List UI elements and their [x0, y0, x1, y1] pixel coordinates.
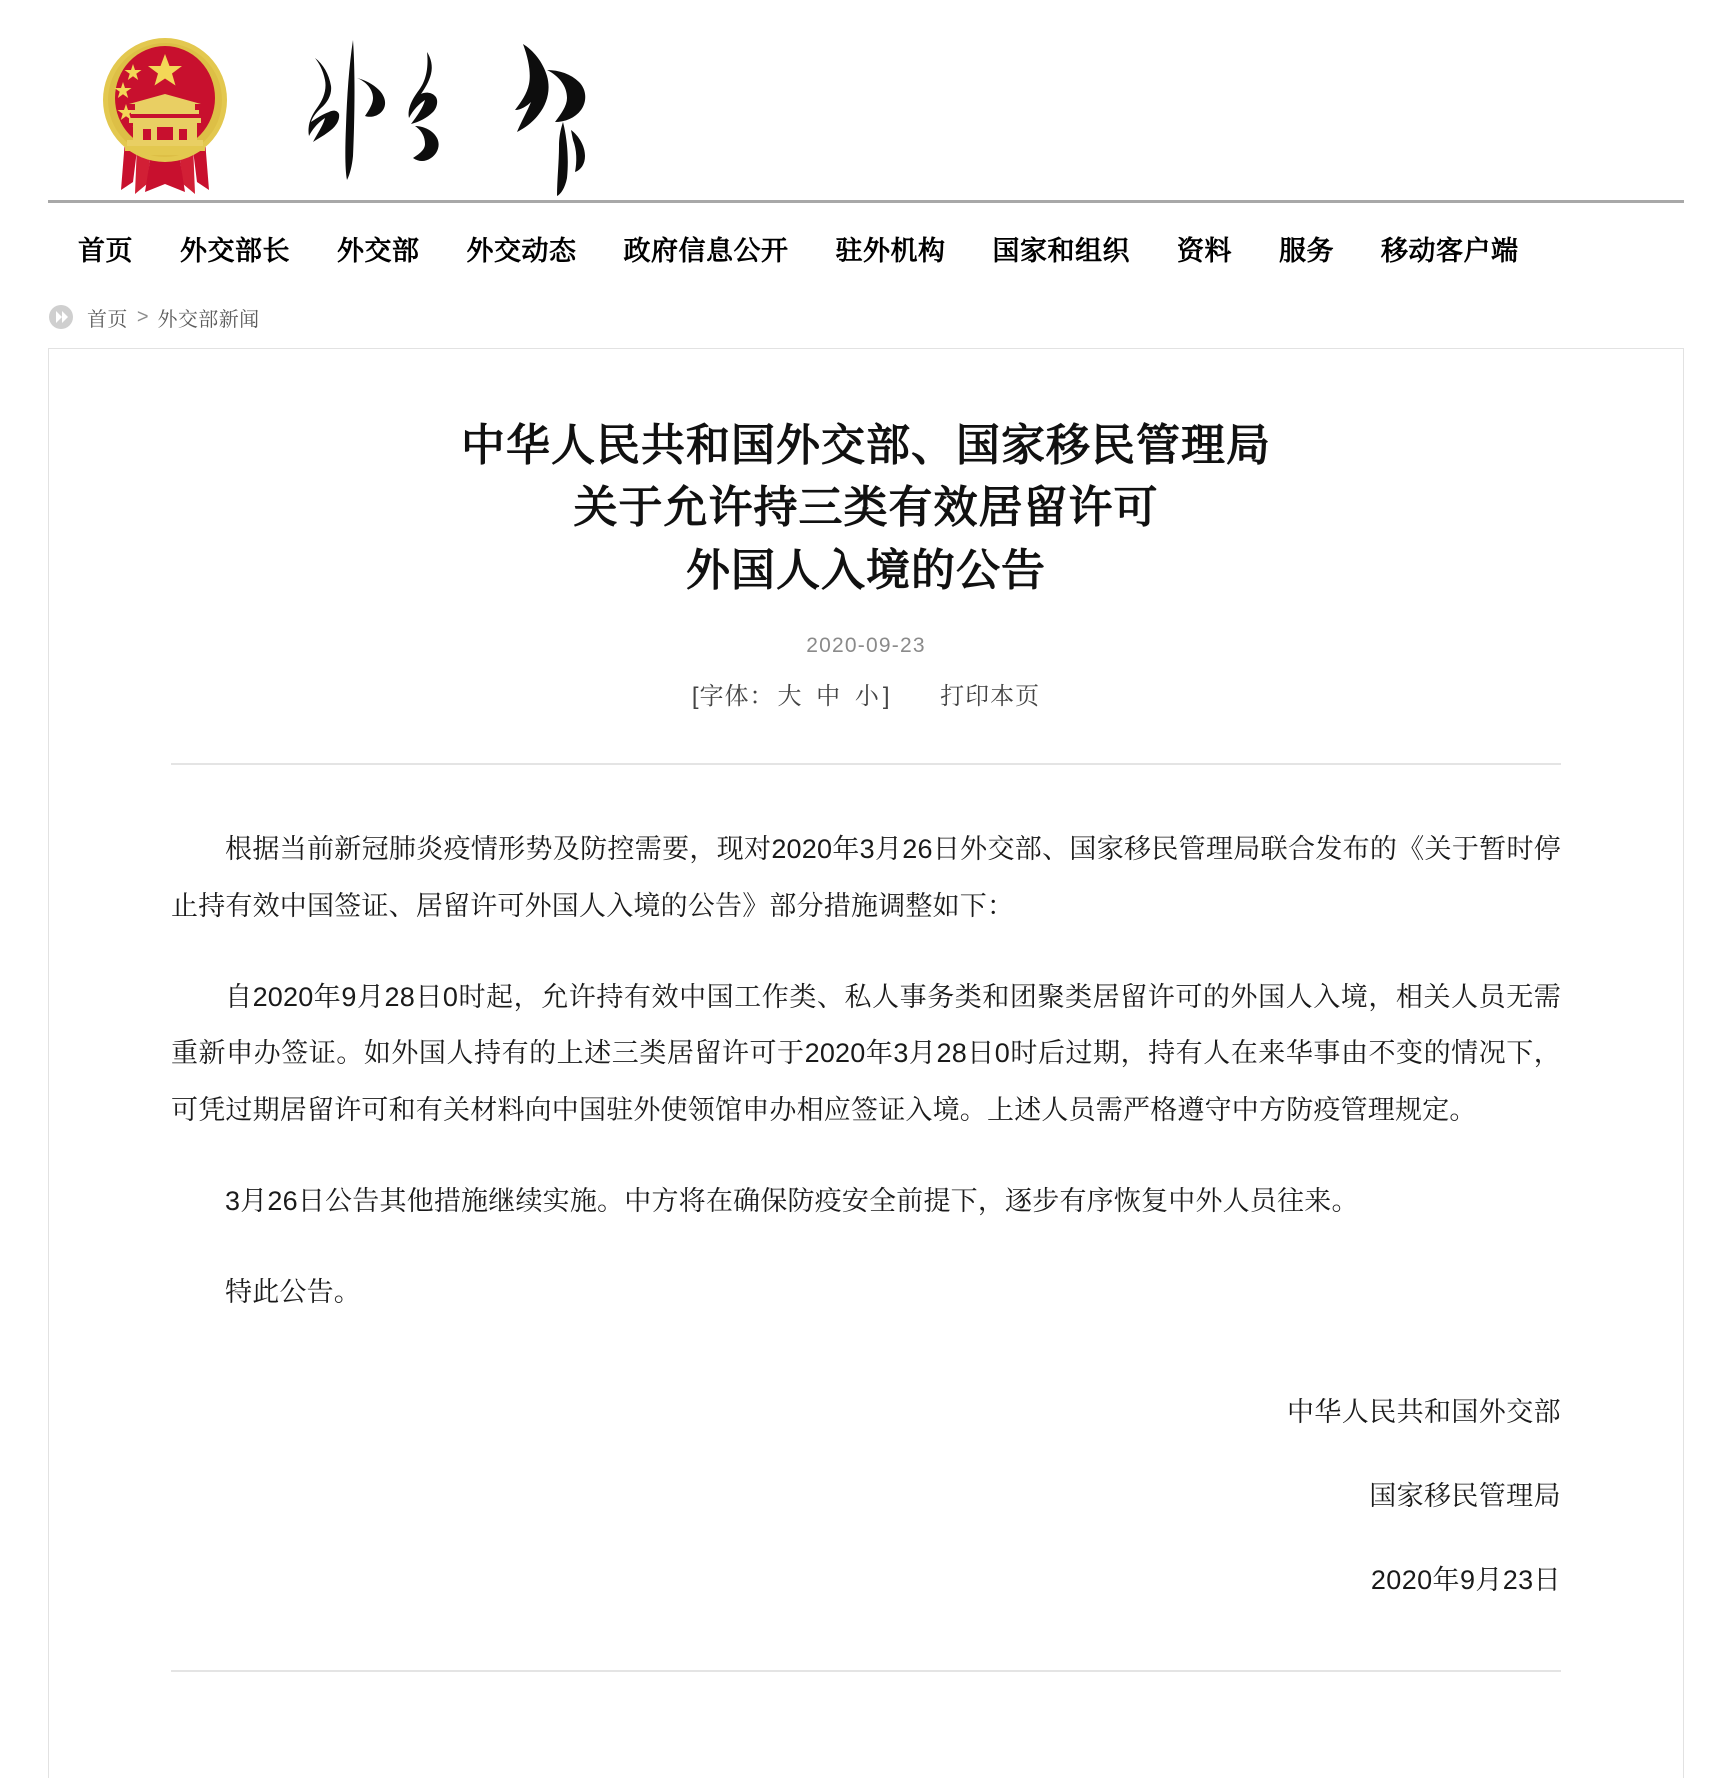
font-control-suffix: ]: [882, 683, 891, 711]
nav-item-missions[interactable]: 驻外机构: [835, 236, 946, 266]
article-paragraph: 自2020年9月28日0时起，允许持有效中国工作类、私人事务类和团聚类居留许可的外国人入境，相关人员无需重新申办签证。如外国人持有的上述三类居留许可于2020年3月28日0时后过期，持有人在来华事由不变的情况下，可凭过期居留许可和有关材料向中国驻外使领馆申办相应签证入境。上述人员需严格遵守中方防疫管理规定。: [171, 981, 1561, 1126]
body-footer-divider: [171, 1670, 1561, 1672]
page-title: [306, 415, 1426, 602]
signature-immigration: 国家移民管理局: [1369, 1481, 1561, 1512]
signature-date: 2020年9月23日: [1370, 1564, 1561, 1595]
nav-item-ministry[interactable]: 外交部: [337, 236, 420, 266]
print-page-link[interactable]: 打印本页: [940, 683, 1041, 711]
font-control-prefix: [字体：: [691, 683, 775, 711]
breadcrumb-current[interactable]: 外交部新闻: [157, 308, 260, 331]
article-card: [48, 348, 1684, 1778]
signature-ministry: 中华人民共和国外交部: [1287, 1397, 1561, 1428]
nav-item-services[interactable]: 服务: [1279, 236, 1334, 266]
breadcrumb-separator: >: [136, 305, 149, 328]
title-line-1: 中华人民共和国外交部、国家移民管理局: [461, 421, 1271, 470]
title-line-3: 外国人入境的公告: [686, 545, 1046, 595]
breadcrumb-home[interactable]: 首页: [87, 308, 128, 331]
nav-item-mobile-app[interactable]: 移动客户端: [1381, 236, 1519, 266]
ministry-wordmark: [295, 30, 695, 200]
article-paragraph: 特此公告。: [225, 1276, 361, 1307]
double-chevron-right-icon: [48, 304, 74, 330]
signature-block: [171, 1394, 1561, 1599]
title-line-2: 关于允许持三类有效居留许可: [573, 483, 1159, 533]
article-paragraph: 根据当前新冠肺炎疫情形势及防控需要，现对2020年3月26日外交部、国家移民管理局联合发布的《关于暂时停止持有效中国签证、居留许可外国人入境的公告》部分措施调整如下：: [171, 834, 1561, 922]
font-size-control: [692, 676, 891, 711]
nav-item-countries[interactable]: 国家和组织: [992, 236, 1130, 266]
main-navigation: [48, 203, 1684, 290]
article-toolbar: [49, 676, 1683, 711]
nav-item-gov-info[interactable]: 政府信息公开: [623, 236, 789, 266]
font-size-large[interactable]: 大: [777, 683, 803, 711]
nav-item-resources[interactable]: 资料: [1177, 236, 1232, 266]
nav-item-news[interactable]: 外交动态: [466, 236, 577, 266]
article-paragraph: 3月26日公告其他措施继续实施。中方将在确保防疫安全前提下，逐步有序恢复中外人员往来。: [225, 1185, 1359, 1216]
breadcrumb: [48, 296, 1684, 338]
nav-item-home[interactable]: 首页: [78, 236, 133, 266]
national-emblem-icon: [85, 32, 265, 197]
publish-date: 2020-09-23: [806, 634, 926, 658]
font-size-medium[interactable]: 中: [816, 683, 842, 711]
site-masthead: [0, 0, 1732, 200]
article-body: [171, 765, 1561, 1599]
nav-item-minister[interactable]: 外交部长: [180, 236, 290, 266]
font-size-small[interactable]: 小: [854, 683, 880, 711]
